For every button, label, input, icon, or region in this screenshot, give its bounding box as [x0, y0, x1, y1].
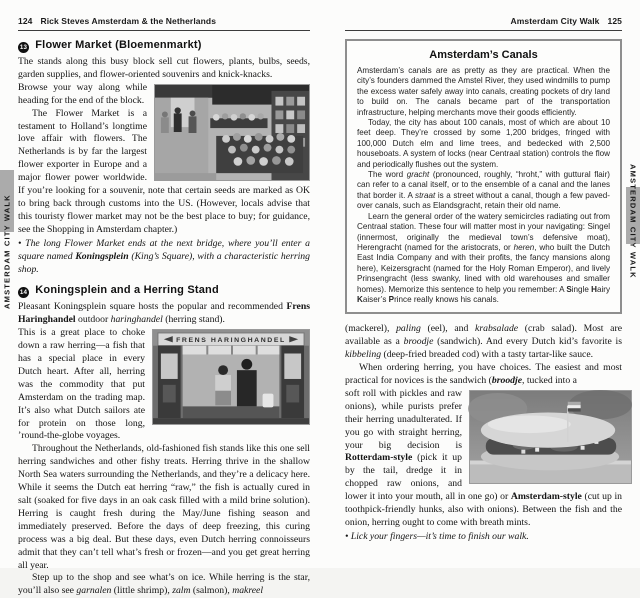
stop-number-badge: 14: [19, 289, 28, 297]
page-left: [0, 0, 320, 597]
paragraph: The stands along this busy block sell cut flowers, plants, bulbs, seeds, garden supplies, and flower-oriented souvenirs and knick-knacks.: [18, 56, 310, 80]
stop-number-badge: 13: [19, 44, 28, 51]
flower-market-photo: [154, 84, 310, 181]
herring-stand-illustration: [153, 330, 309, 424]
sidebar-paragraph: Today, the city has about 100 canals, most of which are about 10 feet deep. They’re crossed by some 1,200 bridges, fringed with 100,000 Dutch elm and lime trees, and bedecked with 2,500 houseboats. A system of locks (near Centraal station) controls the flow and periodically flushes out the system.: [357, 118, 610, 169]
herring-sandwich-illustration: [470, 391, 631, 483]
sidebar-paragraph: Learn the general order of the watery semicircles radiating out from Centraal station. These four will matter most in your navigating: Singel (innermost, originally the medieval town’s defensive moat), Herengracht (named for the aristocrats, or heren, who built the Dutch East India Company and with their profits, the fancy mansions along here), Keizersgracht (named for the Holy Roman Emperor), and lively Prinsengracht (less swanky, lined with old warehouses and smaller homes). Memorize this sentence to help you remember: A Single Hairy Kaiser’s Prince really knows his canals.: [357, 211, 610, 304]
section-heading-flower-market: [18, 39, 310, 53]
running-header-right: [345, 16, 622, 31]
sidebar-paragraph: Amsterdam’s canals are as pretty as they are practical. When the city’s founders dammed the Amstel River, they used windmills to pump the excess water safely away into canals, creating pockets of dry land to build on. The canals became part of the transportation infrastructure, helping merchants move their goods efficiently.: [357, 66, 610, 117]
paragraph: This is a great place to choke down a raw herring—a fish that has a special place in every Dutch heart. After all, herring was the commodity that put Amsterdam on the trading map. It’s also what Dutch sailors ate for protein on those long, ’round-the-globe voyages.: [18, 327, 145, 442]
paragraph: soft roll with pickles and raw onions), while purists prefer their herring unadulterated. If you go with straight herring, your big decision is Rotterdam-style (pick it up by the tail, dredge it in chopped raw onions, and lower it into your mouth, all in one go) or Amsterdam-style (cut up in toothpick-friendly hunks, also with onions). Between the fish and the onion, herring ought to come with breath mints.: [345, 387, 622, 528]
chapter-tab-label-right: AMSTERDAM CITY WALK: [628, 163, 638, 279]
page-number-right: 125: [607, 16, 622, 26]
running-header-left: [18, 16, 310, 31]
walking-direction-note: • Lick your fingers—it’s time to finish our walk.: [345, 530, 529, 542]
running-title-right: Amsterdam City Walk: [510, 16, 600, 26]
stand-banner-text: FRENS HARINGHANDEL: [176, 337, 286, 345]
canals-sidebar-box: [345, 39, 622, 314]
flower-market-illustration: [155, 85, 309, 180]
running-title-left: Rick Steves Amsterdam & the Netherlands: [40, 16, 217, 26]
paragraph: (mackerel), paling (eel), and krabsalade (crab salad). Most are available as a broodje (sandwich). And every Dutch kid’s favorite is kibbeling (deep-fried breaded cod) with a tasty tartar-like sauce.: [345, 323, 623, 361]
herring-sandwich-photo: [469, 390, 632, 484]
dutch-flag-pick-icon: [568, 402, 581, 412]
herring-stand-photo: [152, 329, 310, 425]
section-heading-koningsplein: [18, 284, 310, 298]
paragraph: The Flower Market is a testament to Holland’s longtime love affair with flowers. The Netherlands is by far the largest flower exporter in Europe and a major flower power worldwide. If you’re looking for a souvenir, note that certain seeds are marked as OK to bring back through customs into the US. (However, locals advise that this touristy flower market may not be the best place to buy; for guidance, see the Shopping in Amsterdam chapter.): [18, 107, 310, 235]
walking-direction-note: • The long Flower Market ends at the next bridge, where you’ll enter a square named Koningsplein (King’s Square), with a characteristic herring shop.: [18, 237, 310, 275]
sidebar-title: Amsterdam’s Canals: [429, 49, 538, 61]
paragraph: Browse your way along while heading for the end of the block.: [18, 81, 147, 106]
paragraph: Step up to the shop and see what’s on ice. While herring is the star, you’ll also see garnalen (little shrimp), zalm (salmon), makreel: [18, 572, 310, 597]
page-right: [320, 0, 640, 568]
section-title: Koningsplein and a Herring Stand: [35, 284, 219, 297]
chapter-tab-label-left: AMSTERDAM CITY WALK: [2, 194, 12, 310]
paragraph: Throughout the Netherlands, old-fashioned fish stands like this one sell herring sandwiches and other fishy treats. Herring thrive in the shallow North Sea waters surrounding the Netherlands, and they’re a delicacy here. While it seems the Dutch eat herring “raw,” the fish is actually cured in salt (soaked for five days in an oak cask filled with a mild brine solution). Herring is caught fresh during the May/June fishing season and immediately preserved. Before the days of deep freezing, this curing process was a big deal. But these days, even Dutch herring connoisseurs admit that they can’t tell what’s fresh or frozen—and you get great herring all year.: [18, 443, 310, 571]
section-title: Flower Market (Bloemenmarkt): [35, 39, 202, 51]
paragraph: Pleasant Koningsplein square hosts the popular and recommended Frens Haringhandel outdoor haringhandel (herring stand).: [18, 301, 310, 326]
paragraph: When ordering herring, you have choices. The easiest and most practical for novices is the sandwich (broodje, tucked into a: [345, 362, 622, 386]
page-number-left: 124: [18, 16, 33, 26]
sidebar-paragraph: The word gracht (pronounced, roughly, “hroht,” with guttural flair) can refer to a canal itself, or to the ensemble of a canal and the lanes that border it. A straat is a street without a canal, though a few paved-over canals, such as Elandsgracht, retain their old name.: [357, 170, 610, 211]
